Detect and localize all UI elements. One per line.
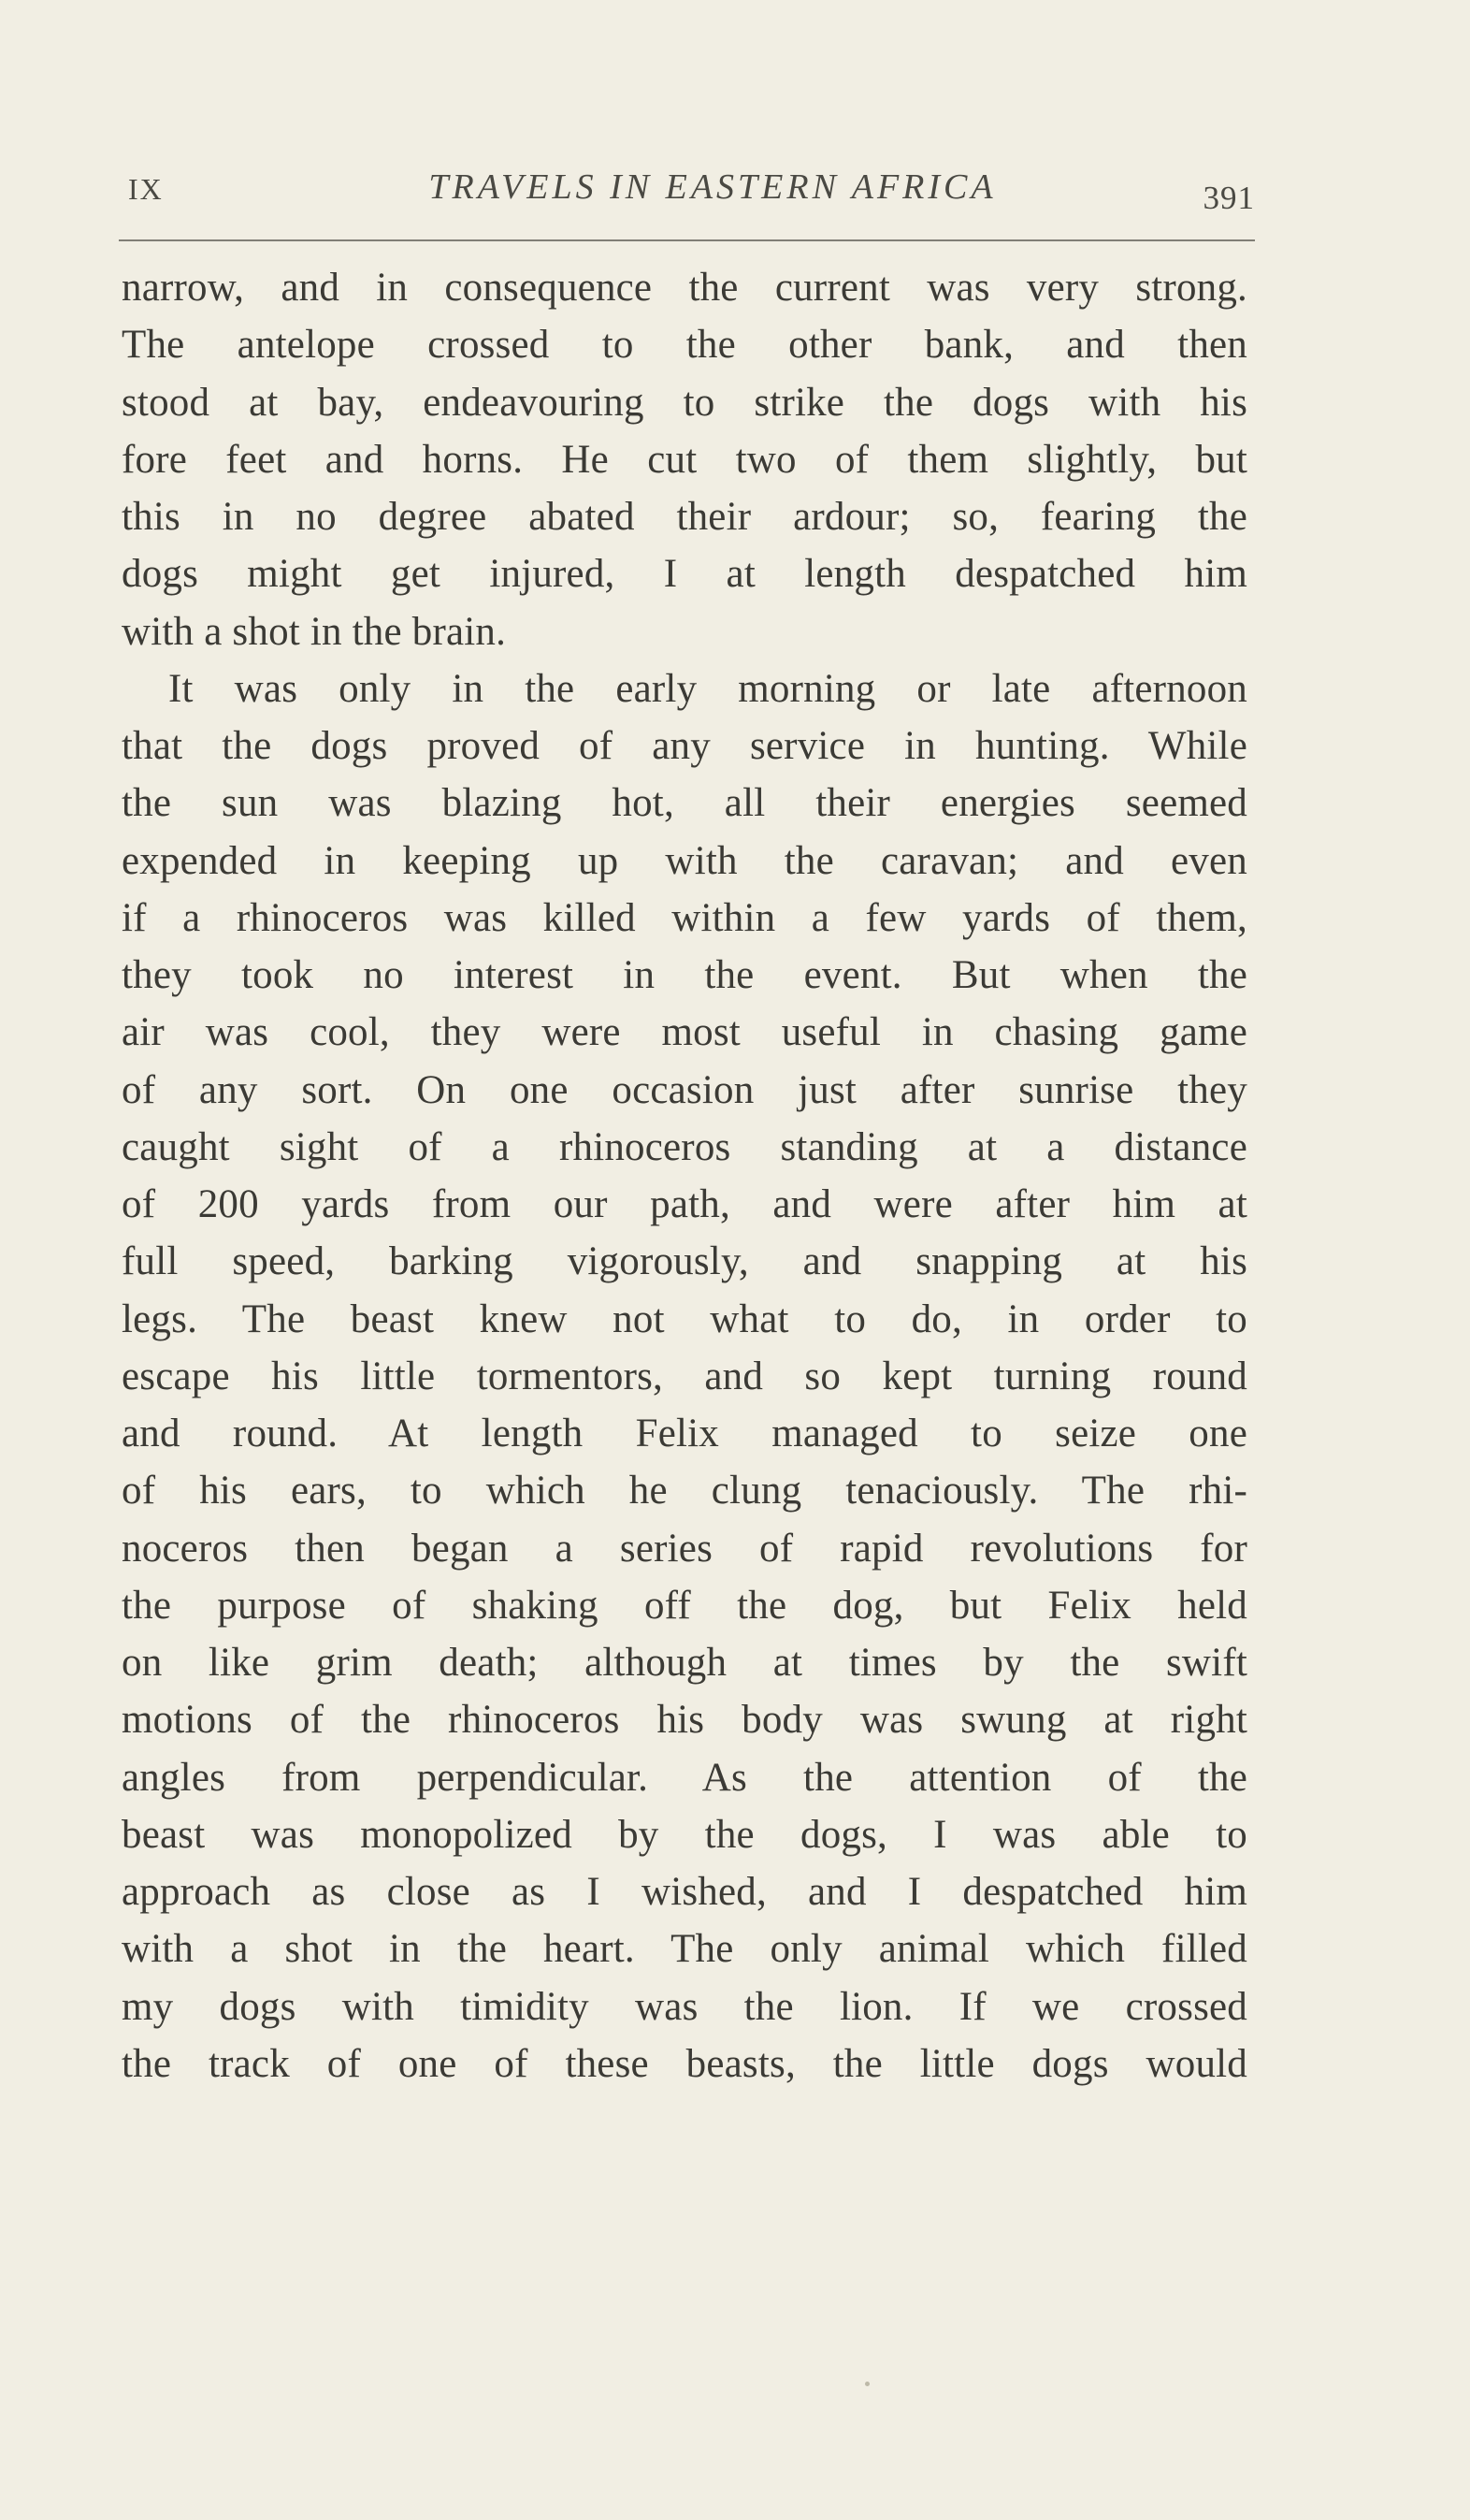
text-line: that the dogs proved of any service in hunting. While bbox=[122, 724, 1247, 768]
text-line: The antelope crossed to the other bank, and then bbox=[122, 323, 1247, 368]
text-line: the track of one of these beasts, the little dogs would bbox=[122, 2041, 1247, 2086]
text-line: angles from perpendicular. As the attention of the bbox=[122, 1755, 1247, 1800]
text-line: legs. The beast knew not what to do, in order to bbox=[122, 1296, 1247, 1341]
text-line: stood at bay, endeavouring to strike the dogs with his bbox=[122, 380, 1247, 425]
text-line: of his ears, to which he clung tenaciously. The rhi- bbox=[122, 1469, 1247, 1513]
text-line: dogs might get injured, I at length despatched him bbox=[122, 552, 1247, 597]
text-line: with a shot in the brain. bbox=[122, 609, 507, 654]
body-text bbox=[122, 259, 1247, 2093]
text-line: fore feet and horns. He cut two of them slightly, but bbox=[122, 437, 1247, 482]
text-line: this in no degree abated their ardour; so, fearing the bbox=[122, 495, 1247, 539]
text-line: approach as close as I wished, and I despatched him bbox=[122, 1870, 1247, 1914]
text-line: air was cool, they were most useful in chasing game bbox=[122, 1010, 1247, 1055]
text-line: escape his little tormentors, and so kept turning round bbox=[122, 1354, 1247, 1398]
text-line: with a shot in the heart. The only animal which filled bbox=[122, 1927, 1247, 1972]
text-line: they took no interest in the event. But when the bbox=[122, 953, 1247, 997]
paper-speck bbox=[865, 2382, 870, 2386]
text-line: and round. At length Felix managed to seize one bbox=[122, 1412, 1247, 1456]
chapter-number: IX bbox=[128, 172, 164, 206]
text-line: expended in keeping up with the caravan; and even bbox=[122, 838, 1247, 883]
text-line: of any sort. On one occasion just after sunrise they bbox=[122, 1067, 1247, 1112]
page-header bbox=[119, 159, 1255, 245]
header-rule bbox=[119, 239, 1255, 241]
text-line: noceros then began a series of rapid revolutions for bbox=[122, 1526, 1247, 1571]
page-number: 391 bbox=[1203, 180, 1255, 216]
text-line: narrow, and in consequence the current was very strong. bbox=[122, 266, 1247, 310]
text-line: the sun was blazing hot, all their energies seemed bbox=[122, 781, 1247, 826]
running-title: TRAVELS IN EASTERN AFRICA bbox=[428, 167, 997, 207]
text-line: motions of the rhinoceros his body was swung at right bbox=[122, 1698, 1247, 1743]
text-line: if a rhinoceros was killed within a few yards of them, bbox=[122, 895, 1247, 940]
text-line: my dogs with timidity was the lion. If we crossed bbox=[122, 1984, 1247, 2029]
text-line: It was only in the early morning or late afternoon bbox=[168, 666, 1247, 711]
text-line: of 200 yards from our path, and were after him at bbox=[122, 1182, 1247, 1226]
text-line: caught sight of a rhinoceros standing at a distance bbox=[122, 1124, 1247, 1169]
text-line: on like grim death; although at times by the swift bbox=[122, 1641, 1247, 1685]
text-line: beast was monopolized by the dogs, I was able to bbox=[122, 1812, 1247, 1857]
text-line: the purpose of shaking off the dog, but Felix held bbox=[122, 1583, 1247, 1628]
text-line: full speed, barking vigorously, and snapping at his bbox=[122, 1239, 1247, 1284]
